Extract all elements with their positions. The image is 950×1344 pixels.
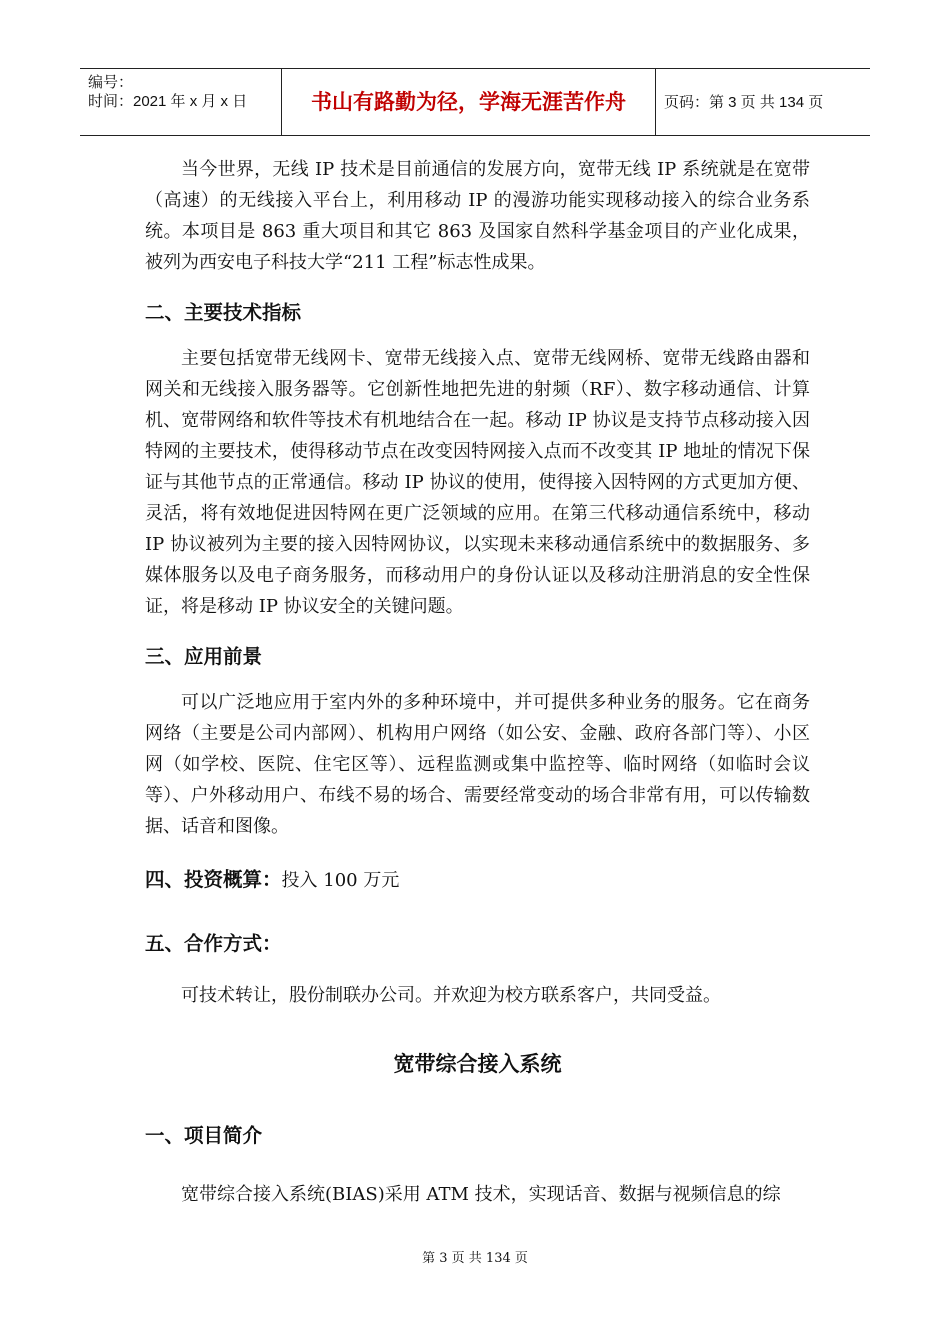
- section-heading-investment: [145, 864, 810, 896]
- section-heading-project-intro: 一、项目简介: [145, 1124, 263, 1147]
- header-page-info: 页码：第 3 页 共 134 页: [664, 94, 824, 111]
- header-motto: 书山有路勤为径，学海无涯苦作舟: [282, 69, 656, 135]
- applications-paragraph: 可以广泛地应用于室内外的多种环境中，并可提供多种业务的服务。它在商务网络（主要是公司内部网）、机构用户网络（如公安、金融、政府各部门等）、小区网（如学校、医院、住宅区等）、远程监测或集中监控等、临时网络（如临时会议等）、户外移动用户、布线不易的场合、需要经常变动的场合非常有用，可以传输数据、话音和图像。: [145, 692, 810, 837]
- section-heading-cooperation: 五、合作方式：: [145, 932, 282, 955]
- intro-paragraph: 当今世界，无线 IP 技术是目前通信的发展方向，宽带无线 IP 系统就是在宽带（高速）的无线接入平台上，利用移动 IP 的漫游功能实现移动接入的综合业务系统。本项目是 863 重大项目和其它 863 及国家自然科学基金项目的产业化成果，被列为西安电子科技大学“211 工程”标志性成果。: [145, 159, 810, 273]
- header-number-label: 编号：: [88, 74, 134, 91]
- header-meta: [80, 69, 282, 135]
- investment-value: 投入 100 万元: [281, 870, 400, 891]
- header-date: 时间：2021 年 x 月 x 日: [88, 93, 248, 110]
- project-title: 宽带综合接入系统: [393, 1052, 562, 1076]
- page-header: [80, 68, 870, 136]
- section-heading-applications: 三、应用前景: [145, 645, 263, 668]
- page-footer: 第 3 页 共 134 页: [422, 1251, 528, 1266]
- document-body: [145, 154, 810, 1210]
- tech-specs-paragraph: 主要包括宽带无线网卡、宽带无线接入点、宽带无线网桥、宽带无线路由器和网关和无线接入服务器等。它创新性地把先进的射频（RF）、数字移动通信、计算机、宽带网络和软件等技术有机地结合在一起。移动 IP 协议是支持节点移动接入因特网的主要技术，使得移动节点在改变因特网接入点而不改变其 IP 地址的情况下保证与其他节点的正常通信。移动 IP 协议的使用，使得接入因特网的方式更加方便、灵活，将有效地促进因特网在更广泛领域的应用。在第三代移动通信系统中，移动 IP 协议被列为主要的接入因特网协议，以实现未来移动通信系统中的数据服务、多媒体服务以及电子商务服务，而移动用户的身份认证以及移动注册消息的安全性保证，将是移动 IP 协议安全的关键问题。: [145, 348, 810, 617]
- project-intro-paragraph: 宽带综合接入系统(BIAS)采用 ATM 技术，实现话音、数据与视频信息的综: [181, 1184, 781, 1205]
- investment-label: 四、投资概算：: [145, 868, 282, 891]
- section-heading-tech-specs: 二、主要技术指标: [145, 301, 302, 324]
- cooperation-paragraph: 可技术转让，股份制联办公司。并欢迎为校方联系客户，共同受益。: [181, 985, 721, 1006]
